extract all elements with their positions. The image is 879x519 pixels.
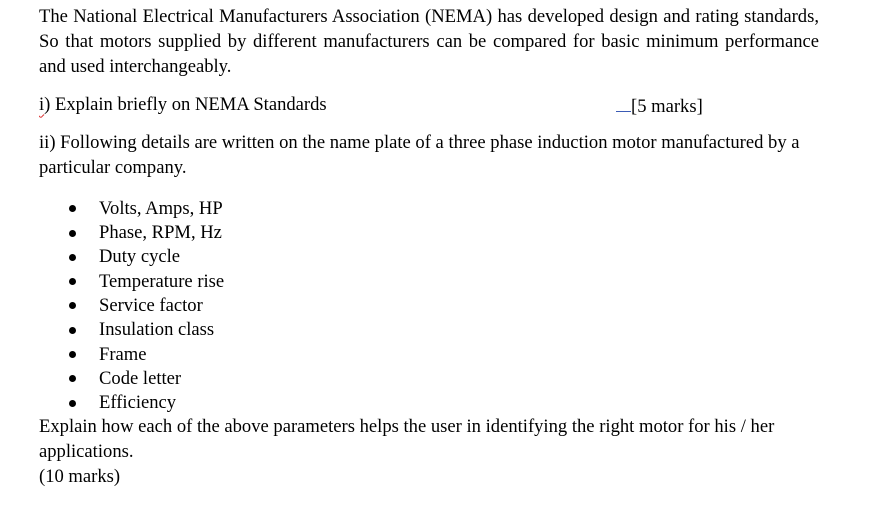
question-1-marks <box>616 93 703 120</box>
bullet-icon <box>69 230 76 237</box>
list-item <box>39 197 819 221</box>
bullet-icon <box>69 400 76 407</box>
list-item <box>39 343 819 367</box>
list-item <box>39 221 819 245</box>
question-1-number: i <box>39 94 45 116</box>
question-1-marks-label: [5 marks] <box>631 96 703 118</box>
list-item <box>39 245 819 269</box>
question-1 <box>39 93 819 118</box>
bullet-icon <box>69 278 76 285</box>
underline-space <box>616 93 631 112</box>
question-1-text: ) Explain briefly on NEMA Standards <box>44 94 327 116</box>
list-item-label: Phase, RPM, Hz <box>99 222 222 244</box>
question-2-marks: (10 marks) <box>39 466 121 488</box>
list-item <box>39 294 819 318</box>
bullet-icon <box>69 351 76 358</box>
list-item-label: Frame <box>99 343 147 365</box>
list-item <box>39 391 819 415</box>
list-item-label: Insulation class <box>99 319 215 341</box>
bullet-icon <box>69 327 76 334</box>
bullet-icon <box>69 375 76 382</box>
nameplate-bullet-list <box>39 197 819 416</box>
list-item-label: Efficiency <box>99 392 177 414</box>
bullet-icon <box>69 302 76 309</box>
question-2-closing: Explain how each of the above parameters helps the user in identifying the right motor for his / her applications. <box>39 416 775 463</box>
bullet-icon <box>69 205 76 212</box>
list-item <box>39 270 819 294</box>
list-item-label: Volts, Amps, HP <box>99 197 223 219</box>
list-item <box>39 367 819 391</box>
list-item-label: Temperature rise <box>99 270 225 292</box>
document-page <box>39 5 819 490</box>
list-item-label: Service factor <box>99 294 203 316</box>
intro-paragraph: The National Electrical Manufacturers Association (NEMA) has developed design and rating standards, So that motors supplied by different manufacturers can be compared for basic minimum performance and used interchangeably. <box>39 6 819 77</box>
list-item <box>39 318 819 342</box>
list-item-label: Duty cycle <box>99 246 181 268</box>
list-item-label: Code letter <box>99 367 182 389</box>
question-2-text: ii) Following details are written on the name plate of a three phase induction motor manufactured by a particular company. <box>39 132 800 178</box>
bullet-icon <box>69 254 76 261</box>
